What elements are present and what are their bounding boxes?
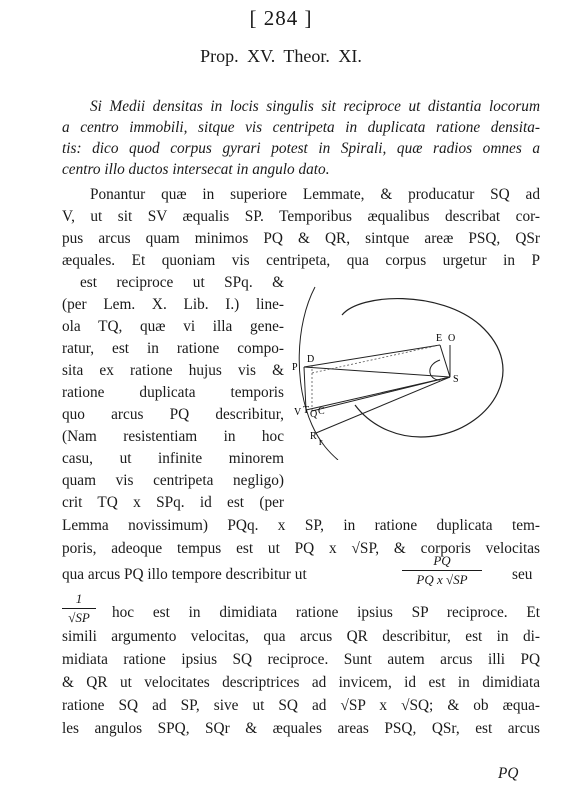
label-E: E [436,333,443,344]
label-S: S [453,374,459,385]
body-line: casu, ut infinite minorem [62,450,284,467]
fraction-denominator: PQ x √SP [416,572,468,587]
catchword: PQ [498,765,519,782]
fraction-velocity [402,553,482,588]
label-D: D [307,354,315,365]
page-number: [ 284 ] [249,6,313,30]
body-line: hoc est in dimidiata ratione ipsius SP reciproce. Et [112,604,540,621]
fraction-bar [402,570,482,571]
label-O: O [448,333,456,344]
body-line: quo arcus PQ describitur, [62,406,284,423]
outer-spiral-arc [342,299,503,437]
label-r: r [319,437,323,448]
label-Q: Q [310,409,318,420]
fraction-numerator: PQ [433,553,451,568]
label-V: V [294,407,302,418]
body-line: ratione duplicata temporis [62,384,284,401]
body-line: æquales. Et quoniam vis centripeta, qua corpus urgetur in P [62,252,540,269]
proposition-line: centro illo ductos intersecat in angulo dato. [62,161,330,178]
body-line: poris, adeoque tempus est ut PQ x √SP, & corporis velocitas [62,540,540,557]
body-line: sita ex ratione hujus vis & [62,362,284,379]
body-line: Ponantur quæ in superiore Lemmate, & producatur SQ ad [90,186,540,203]
fraction2-bar [62,608,96,609]
label-C: C [318,406,325,417]
body-line: Lemma novissimum) PQq. x SP, in ratione duplicata tem- [62,517,540,534]
fraction2-numerator: 1 [75,591,83,606]
body-line: pus arcus quam minimos PQ & QR, sintque areæ PSQ, QSr [62,230,540,247]
proposition-line: Si Medii densitas in locis singulis sit reciproce ut distantia locorum [90,98,540,115]
body-line: quam vis centripeta negligo) [62,472,284,489]
body-line: qua arcus PQ illo tempore describitur ut [62,566,307,583]
body-line: V, ut sit SV æqualis SP. Temporibus æqualibus describat cor- [62,208,540,225]
line-PS [304,367,450,377]
line-ES [440,345,450,377]
body-line: (per Lem. X. Lib. I.) line- [62,296,284,313]
body-line: simili argumento velocitas, qua arcus QR describitur, est in di- [62,628,540,645]
body-line: ratur, est in ratione compo- [62,340,284,357]
proposition-line: tis: dico quod corpus gyrari potest in Spirali, quæ radios omnes a [62,140,540,157]
fraction2-denominator: √SP [68,610,90,625]
fraction-reciprocal [62,591,96,626]
body-line: les angulos SPQ, SQr & æquales areas PSQ, QSr, est arcus [62,720,540,737]
body-line: ola TQ, quæ vi illa gene- [62,318,284,335]
body-line: ratione SQ ad SP, sive ut SQ ad √SP x √SQ; & ob æqua- [62,697,540,714]
small-arc [430,360,440,380]
body-line: midiata ratione ipsius SQ reciproce. Sunt autem arcus illi PQ [62,651,540,668]
body-line: crit TQ x SPq. id est (per [62,494,284,511]
body-line: & QR ut velocitates descriptrices ad invicem, id est in dimidiata [62,674,540,691]
line-PE [304,345,440,367]
proposition-heading: Prop. XV. Theor. XI. [200,46,362,66]
body-line: (Nam resistentiam in hoc [62,428,284,445]
spiral-figure [290,285,540,460]
proposition-line: a centro immobili, sitque vis centripeta in duplicata ratione densita- [62,119,540,136]
label-P: P [292,362,298,373]
fraction-suffix: seu [512,566,533,583]
body-line: est reciproce ut SPq. & [80,274,284,291]
label-T: T [303,405,310,416]
label-R: R [310,431,317,442]
inner-curve [299,287,338,460]
